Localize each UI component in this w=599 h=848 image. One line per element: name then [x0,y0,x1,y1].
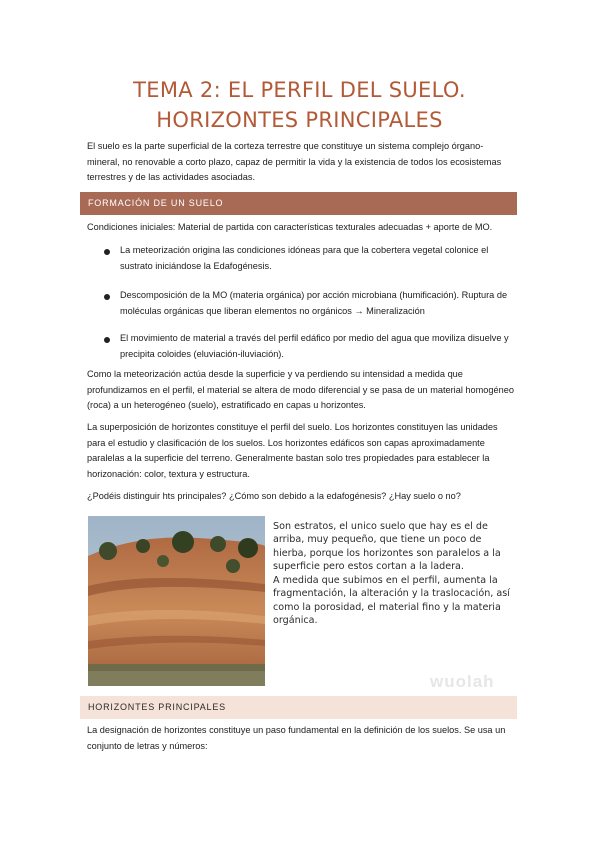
intro-paragraph: El suelo es la parte superficial de la corteza terrestre que constituye un sistema complejo órgano-mineral, no renovable a corto plazo, capaz de permitir la vida y la existencia de todos los ecosistemas terrestres y de las actividades asociadas. [87,141,502,182]
section-header-formation: FORMACIÓN DE UN SUELO [80,192,517,215]
section-header-horizons: HORIZONTES PRINCIPALES [80,696,517,719]
horizons-intro-text: La designación de horizontes constituye un paso fundamental en la definición de los suelos. Se usa un conjunto de letras y números: [87,725,506,751]
photo-caption-2: A medida que subimos en el perfil, aumenta la fragmentación, la alteración y la traslocación, así como la porosidad, el material fino y la materia orgánica. [273,575,510,627]
bullet-item-decomposition: Descomposición de la MO (materia orgánica) por acción microbiana (humificación). Ruptura de moléculas orgánicas que liberan elementos no orgánicos → Mineralización [120,290,508,316]
weathering-paragraph: Como la meteorización actúa desde la superficie y va perdiendo su intensidad a medida que profundizamos en el perfil, el material se altera de modo diferencial y se pasa de un material homogéneo (roca) a un heterogéneo (suelo), estratificado en capas u horizontes. [87,369,514,410]
page-title-line2: HORIZONTES PRINCIPALES [156,108,443,132]
page-title-line1: TEMA 2: EL PERFIL DEL SUELO. [133,78,466,102]
photo-caption-1: Son estratos, el unico suelo que hay es el de arriba, muy pequeño, que tiene un poco de hierba, porque los horizontes son paralelos a la superficie pero estos cortan a la ladera. [273,521,501,573]
watermark-logo: wuolah [430,672,495,691]
soil-profile-photo [88,516,265,686]
bullet-item-movement: El movimiento de material a través del perfil edáfico por medio del agua que moviliza disuelve y precipita coloides (eluviación-iluviación). [120,333,509,359]
bullet-dot [104,337,110,343]
bullet-dot [104,249,110,255]
bullet-dot [104,294,110,300]
question-text: ¿Podéis distinguir hts principales? ¿Cómo son debido a la edafogénesis? ¿Hay suelo o no? [87,491,461,501]
bullet-item-weathering: La meteorización origina las condiciones idóneas para que la cobertera vegetal colonice el sustrato iniciándose la Edafogénesis. [120,245,489,271]
initial-conditions-text: Condiciones iniciales: Material de partida con características texturales adecuadas + aporte de MO. [87,222,493,232]
horizons-paragraph: La superposición de horizontes constituye el perfil del suelo. Los horizontes constituyen las unidades para el estudio y clasificación de los suelos. Los horizontes edáficos son capas aproximadamente paralelas a la superficie del terreno. Generalmente bastan solo tres propiedades para establecer la horizonación: color, textura y estructura. [87,422,498,479]
